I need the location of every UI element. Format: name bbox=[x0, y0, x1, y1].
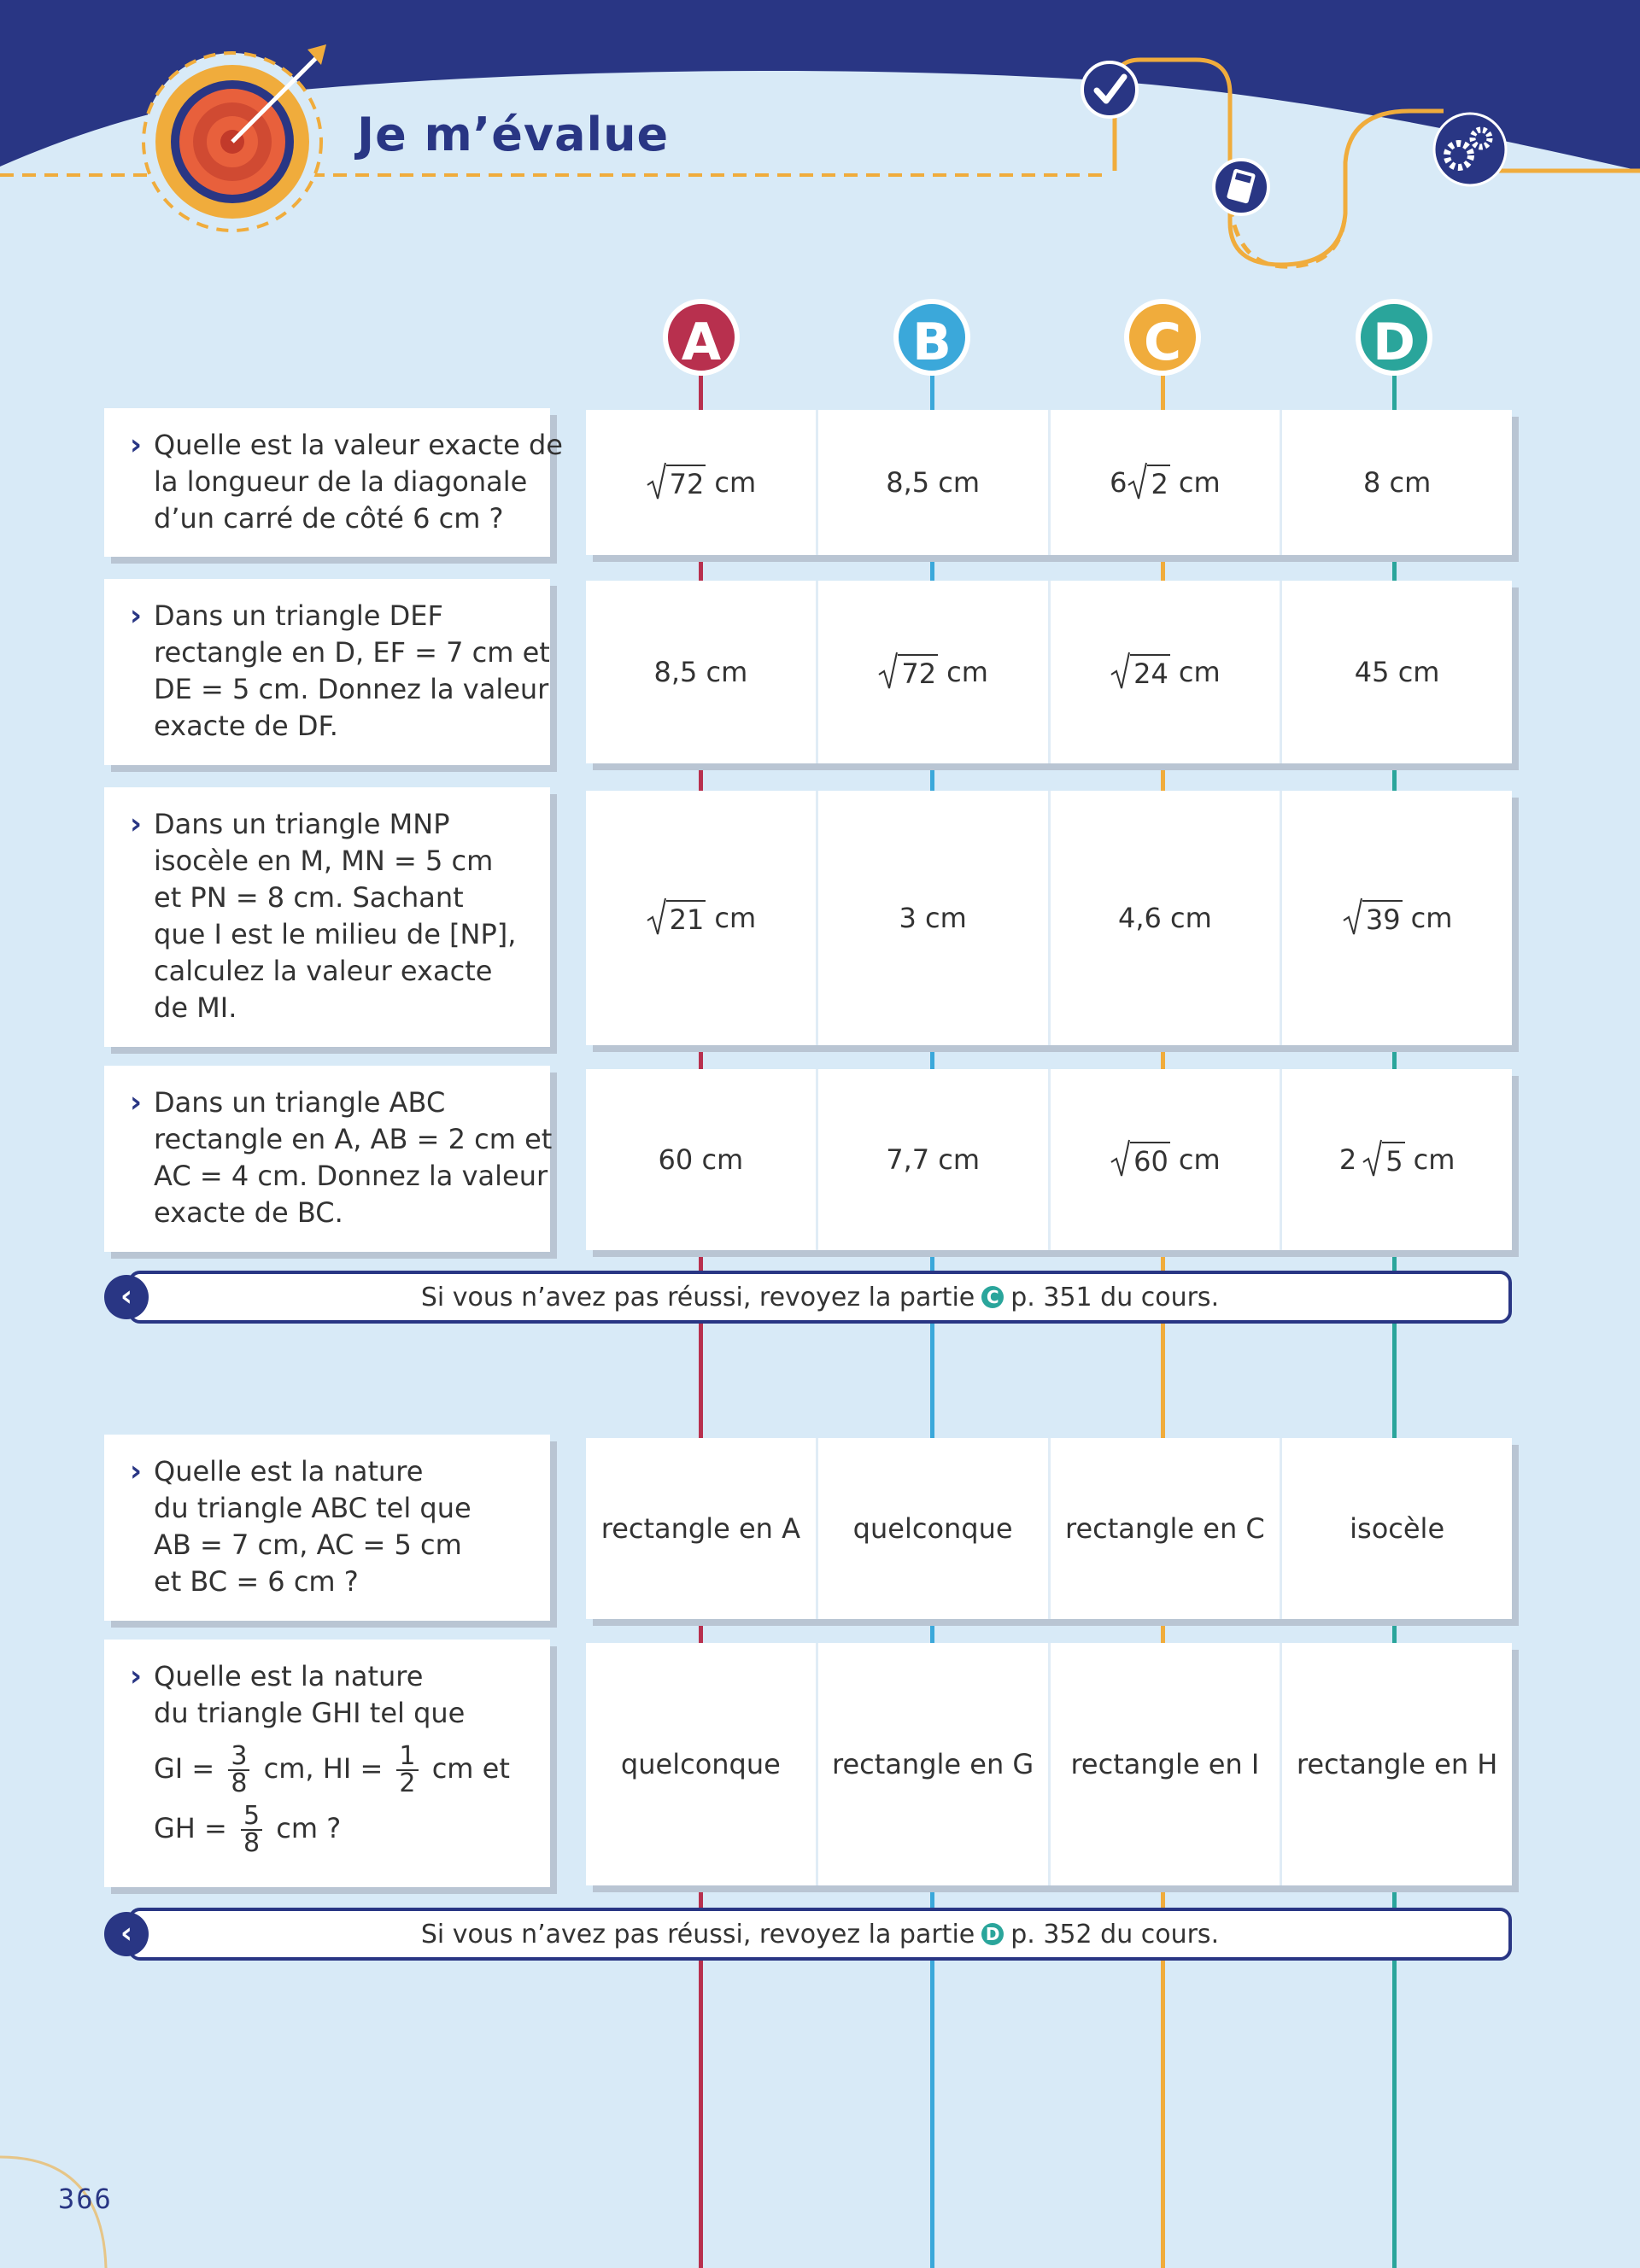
answer-row bbox=[586, 1438, 1512, 1619]
radical: 5 bbox=[1362, 1142, 1404, 1178]
part-letter-badge: D bbox=[981, 1923, 1004, 1945]
answer-c[interactable]: 60 cm bbox=[1051, 1069, 1283, 1250]
answer-d[interactable]: 45 cm bbox=[1354, 656, 1440, 688]
question-card bbox=[104, 579, 550, 765]
question-line: Quelle est la nature bbox=[154, 1455, 424, 1488]
question-line: exacte de BC. bbox=[154, 1196, 343, 1229]
answer-d[interactable]: rectangle en H bbox=[1296, 1748, 1498, 1780]
radical: 72 bbox=[877, 654, 938, 690]
column-c-badge: C bbox=[1124, 299, 1201, 376]
question-line: la longueur de la diagonale bbox=[154, 465, 528, 498]
question-line: du triangle ABC tel que bbox=[154, 1492, 472, 1524]
question-card bbox=[104, 408, 563, 557]
answer-a[interactable]: 72 cm bbox=[586, 410, 818, 555]
chevron-right-icon: › bbox=[130, 807, 143, 841]
radical: 60 bbox=[1110, 1142, 1170, 1178]
page-number: 366 bbox=[58, 2183, 113, 2215]
answer-b[interactable]: quelconque bbox=[818, 1438, 1051, 1619]
question-line: d’un carré de côté 6 cm ? bbox=[154, 502, 504, 535]
radical: 2 bbox=[1127, 465, 1169, 500]
radical: 39 bbox=[1342, 900, 1403, 936]
answer-row bbox=[586, 581, 1512, 763]
question-card bbox=[104, 1066, 553, 1252]
question-line: AC = 4 cm. Donnez la valeur bbox=[154, 1160, 548, 1192]
gears-icon bbox=[1432, 111, 1508, 188]
answer-a[interactable]: 60 cm bbox=[586, 1069, 818, 1250]
answer-row bbox=[586, 410, 1512, 555]
answer-b[interactable]: rectangle en G bbox=[818, 1643, 1051, 1885]
part-letter-badge: C bbox=[981, 1286, 1004, 1308]
formula-line: GI = $\frac{3}{8}$ cm, HI = $\frac{1}{2}$ cm et bbox=[154, 1741, 510, 1798]
answer-a[interactable]: 8,5 cm bbox=[586, 581, 818, 763]
answer-d[interactable]: isocèle bbox=[1350, 1512, 1445, 1545]
chevron-left-icon[interactable]: ‹ bbox=[104, 1912, 149, 1956]
answer-a[interactable]: rectangle en A bbox=[586, 1438, 818, 1619]
question-line: AB = 7 cm, AC = 5 cm bbox=[154, 1529, 462, 1561]
answer-a[interactable]: quelconque bbox=[586, 1643, 818, 1885]
answer-row bbox=[586, 1069, 1512, 1250]
answer-c[interactable]: 6 2 cm bbox=[1051, 410, 1283, 555]
question-card bbox=[104, 787, 550, 1047]
answer-d[interactable]: 39 cm bbox=[1282, 791, 1512, 1045]
question-line: Quelle est la valeur exacte de bbox=[154, 429, 563, 461]
chevron-right-icon: › bbox=[130, 428, 143, 462]
target-icon bbox=[137, 41, 342, 246]
chevron-right-icon: › bbox=[130, 1659, 143, 1693]
page-title: Je m’évalue bbox=[357, 108, 670, 161]
column-b-badge: B bbox=[893, 299, 970, 376]
radical: 21 bbox=[646, 900, 706, 936]
answer-a[interactable]: 21 cm bbox=[586, 791, 818, 1045]
question-line: Dans un triangle ABC bbox=[154, 1086, 446, 1119]
fraction: $\frac{5}{8}$ bbox=[241, 1803, 262, 1856]
answer-c[interactable]: 24 cm bbox=[1051, 581, 1283, 763]
question-line: exacte de DF. bbox=[154, 710, 338, 742]
question-line: et BC = 6 cm ? bbox=[154, 1565, 359, 1598]
chevron-right-icon: › bbox=[130, 599, 143, 633]
radical: 72 bbox=[646, 465, 706, 500]
column-a-badge: A bbox=[663, 299, 740, 376]
review-note[interactable]: Si vous n’avez pas réussi, revoyez la partie C p. 351 du cours. bbox=[128, 1271, 1512, 1324]
column-d-badge: D bbox=[1356, 299, 1432, 376]
answer-row bbox=[586, 1643, 1512, 1885]
answer-b[interactable]: 8,5 cm bbox=[818, 410, 1051, 555]
answer-c[interactable]: rectangle en I bbox=[1051, 1643, 1283, 1885]
answer-d[interactable]: 2 5 cm bbox=[1282, 1069, 1512, 1250]
fraction: $\frac{1}{2}$ bbox=[396, 1744, 418, 1797]
question-line: du triangle GHI tel que bbox=[154, 1697, 466, 1729]
fraction: $\frac{3}{8}$ bbox=[228, 1744, 249, 1797]
question-line: Quelle est la nature bbox=[154, 1660, 424, 1692]
answer-c[interactable]: rectangle en C bbox=[1051, 1438, 1283, 1619]
answer-b[interactable]: 72 cm bbox=[818, 581, 1051, 763]
question-line: de MI. bbox=[154, 991, 237, 1024]
calculator-icon bbox=[1211, 157, 1271, 217]
answer-b[interactable]: 3 cm bbox=[818, 791, 1051, 1045]
question-card bbox=[104, 1435, 550, 1621]
answer-row bbox=[586, 791, 1512, 1045]
review-note[interactable]: Si vous n’avez pas réussi, revoyez la partie D p. 352 du cours. bbox=[128, 1908, 1512, 1961]
question-line: isocèle en M, MN = 5 cm bbox=[154, 845, 494, 877]
chevron-left-icon[interactable]: ‹ bbox=[104, 1275, 149, 1319]
question-line: Dans un triangle MNP bbox=[154, 808, 450, 840]
question-line: Dans un triangle DEF bbox=[154, 599, 443, 632]
check-icon bbox=[1080, 60, 1139, 120]
question-line: rectangle en A, AB = 2 cm et bbox=[154, 1123, 553, 1155]
answer-c[interactable]: 4,6 cm bbox=[1051, 791, 1283, 1045]
chevron-right-icon: › bbox=[130, 1085, 143, 1119]
question-line: DE = 5 cm. Donnez la valeur bbox=[154, 673, 549, 705]
chevron-right-icon: › bbox=[130, 1454, 143, 1488]
question-line: que I est le milieu de [NP], bbox=[154, 918, 517, 950]
question-line: calculez la valeur exacte bbox=[154, 955, 493, 987]
formula-line: GH = $\frac{5}{8}$ cm ? bbox=[154, 1801, 342, 1858]
radical: 24 bbox=[1110, 654, 1170, 690]
answer-d[interactable]: 8 cm bbox=[1362, 466, 1432, 499]
question-line: rectangle en D, EF = 7 cm et bbox=[154, 636, 550, 669]
answer-b[interactable]: 7,7 cm bbox=[818, 1069, 1051, 1250]
question-line: et PN = 8 cm. Sachant bbox=[154, 881, 464, 914]
question-card bbox=[104, 1640, 550, 1887]
